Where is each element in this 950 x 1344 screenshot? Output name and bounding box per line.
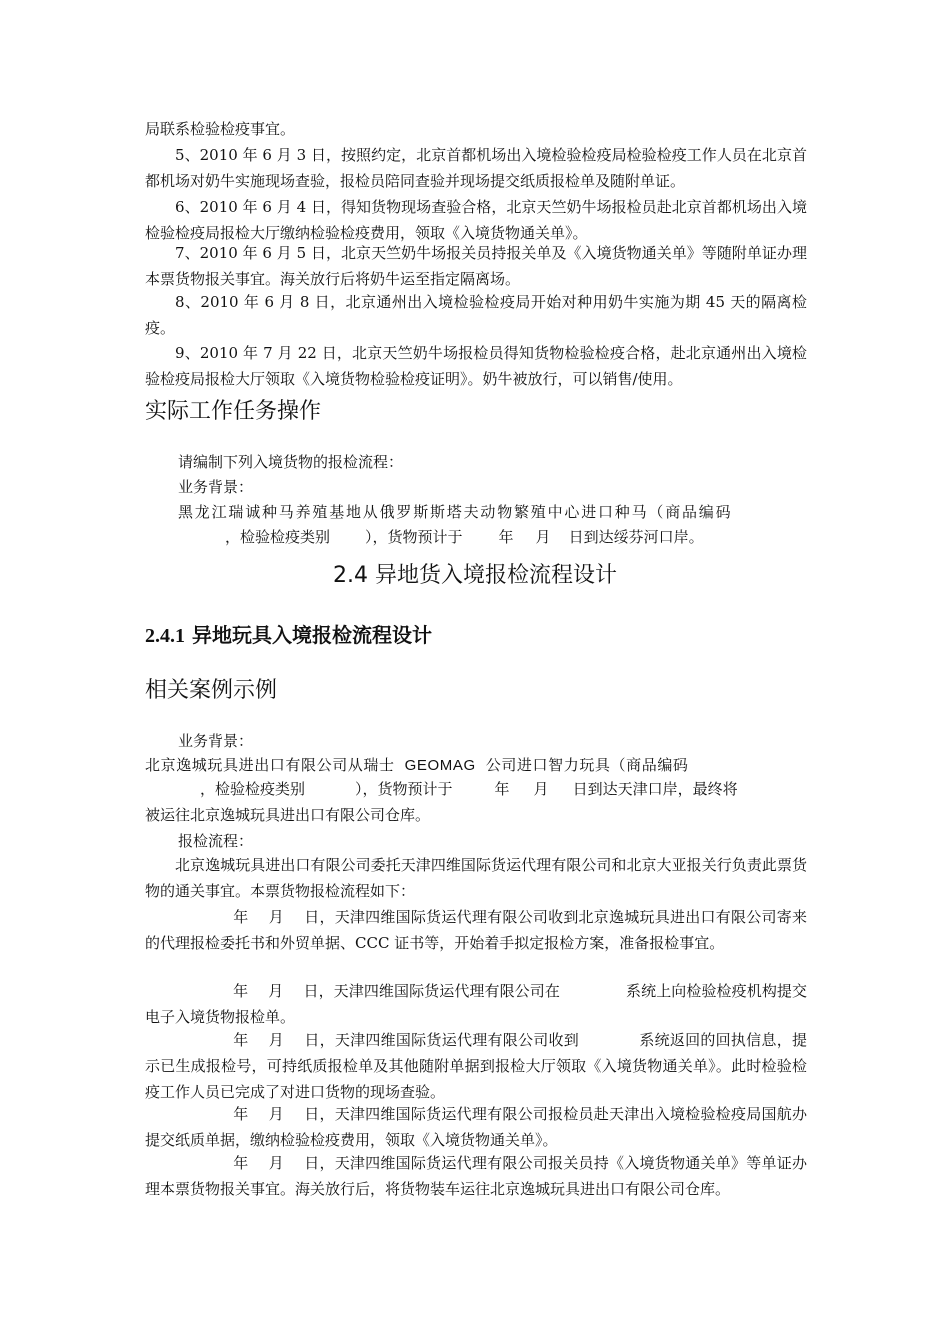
case-brand-name: GEOMAG: [404, 757, 476, 774]
step5-text: ，天津四维国际货运代理有限公司报关员持《入境货物通关单》等单证办理本票货物报关事宜。海关放行后，将货物装车运往北京逸城玩具进出口有限公司仓库。: [145, 1154, 807, 1198]
flow-label: 报检流程：: [178, 832, 254, 850]
flow-step-5: [145, 1150, 807, 1202]
step3-text-b: 系统返回的回执信息，提示已生成报检号，可持纸质报检单及其他随附单据到报检大厅领取《入境货物通关单》。此时检验检疫工作人员已完成了对进口货物的现场查验。: [145, 1031, 807, 1101]
case-background-label: 业务背景：: [178, 732, 254, 750]
step1-text: ，天津四维国际货运代理有限公司收到北京逸城玩具进出口有限公司寄来的代理报检委托书和外贸单据、CCC 证书等，开始着手拟定报检方案，准备报检事宜。: [145, 908, 807, 952]
case-inspection-category: ，检验检疫类别: [200, 780, 306, 798]
flow-step-3: [145, 1027, 807, 1105]
step2-text-b: 系统上向检验检疫机构提交电子入境货物报检单。: [145, 982, 807, 1026]
task-month-label: 月: [535, 528, 551, 546]
case-background-line1: [145, 752, 807, 779]
case-month-label: 月: [533, 780, 549, 798]
step1-day: 日: [303, 908, 320, 926]
step3-text-a: ，天津四维国际货运代理有限公司收到: [319, 1031, 580, 1049]
case-product-text: 公司进口智力玩具（商品编码: [485, 756, 689, 774]
section-title: 2.4 异地货入境报检流程设计: [333, 563, 617, 588]
step3-day: 日: [304, 1031, 320, 1049]
step4-year: 年: [233, 1105, 249, 1123]
paragraph-step-7: 7、2010 年 6 月 5 日，北京天竺奶牛场报关员持报关单及《入境货物通关单》等随附单证办理本票货物报关事宜。海关放行后将奶牛运至指定隔离场。: [145, 244, 807, 288]
task-background-line1: 黑龙江瑞诚种马养殖基地从俄罗斯斯塔夫动物繁殖中心进口种马（商品编码: [178, 503, 733, 521]
subsection-text: 异地玩具入境报检流程设计: [185, 623, 432, 647]
flow-step-1: [145, 904, 807, 956]
step3-year: 年: [233, 1031, 249, 1049]
paragraph-step-9: 9、2010 年 7 月 22 日，北京天竺奶牛场报检员得知货物检验检疫合格，赴北京通州出入境检验检疫局报检大厅领取《入境货物检验检疫证明》。奶牛被放行，可以销售/使用。: [145, 344, 807, 388]
case-importer-text: 北京逸城玩具进出口有限公司从瑞士: [145, 756, 395, 774]
flow-step-4: [145, 1101, 807, 1153]
task-instruction: 请编制下列入境货物的报检流程：: [178, 453, 404, 471]
step5-month: 月: [268, 1154, 284, 1172]
paragraph-step-5: 5、2010 年 6 月 3 日，按照约定，北京首都机场出入境检验检疫局检验检疫工作人员在北京首都机场对奶牛实施现场查验，报检员陪同查验并现场提交纸质报检单及随附单证。: [145, 146, 807, 190]
step5-day: 日: [303, 1154, 320, 1172]
case-background-line3: 被运往北京逸城玩具进出口有限公司仓库。: [145, 806, 431, 824]
case-heading: 相关案例示例: [145, 678, 278, 703]
task-day-port-label: 日到达绥芬河口岸。: [568, 528, 704, 546]
flow-intro: 北京逸城玩具进出口有限公司委托天津四维国际货运代理有限公司和北京大亚报关行负责此票货物的通关事宜。本票货物报检流程如下：: [145, 856, 807, 900]
step3-month: 月: [268, 1031, 285, 1049]
task-year-label: 年: [498, 528, 514, 546]
subsection-number: 2.4.1: [145, 625, 185, 647]
step1-month: 月: [268, 908, 284, 926]
subsection-title: [145, 620, 432, 651]
case-background-line2: [145, 776, 807, 802]
task-heading: 实际工作任务操作: [145, 399, 322, 424]
step5-year: 年: [233, 1154, 249, 1172]
case-expected-date-label: ），货物预计于: [355, 780, 453, 798]
step4-text: ，天津四维国际货运代理有限公司报检员赴天津出入境检验检疫局国航办提交纸质单据，缴纳检验检疫费用，领取《入境货物通关单》。: [145, 1105, 807, 1149]
step4-month: 月: [268, 1105, 284, 1123]
flow-step-2: [145, 978, 807, 1030]
task-background-label: 业务背景：: [178, 478, 254, 496]
step2-day: 日: [303, 982, 319, 1000]
step2-year: 年: [233, 982, 249, 1000]
paragraph-step-6: 6、2010 年 6 月 4 日，得知货物现场查验合格，北京天竺奶牛场报检员赴北京首都机场出入境检验检疫局报检大厅缴纳检验检疫费用，领取《入境货物通关单》。: [145, 198, 807, 242]
step4-day: 日: [303, 1105, 320, 1123]
task-expected-date-label: ），货物预计于: [365, 528, 463, 546]
step2-month: 月: [268, 982, 284, 1000]
task-background-line2: [145, 524, 807, 550]
paragraph-step-8: 8、2010 年 6 月 8 日，北京通州出入境检验检疫局开始对种用奶牛实施为期 45 天的隔离检疫。: [145, 293, 807, 337]
task-inspection-category: ，检验检疫类别: [225, 528, 331, 546]
step2-text-a: ，天津四维国际货运代理有限公司在: [318, 982, 560, 1000]
paragraph-intro-tail: 局联系检验检疫事宜。: [145, 120, 296, 138]
case-arrival-text: 日到达天津口岸，最终将: [572, 780, 738, 798]
case-year-label: 年: [494, 780, 510, 798]
step1-year: 年: [233, 908, 249, 926]
